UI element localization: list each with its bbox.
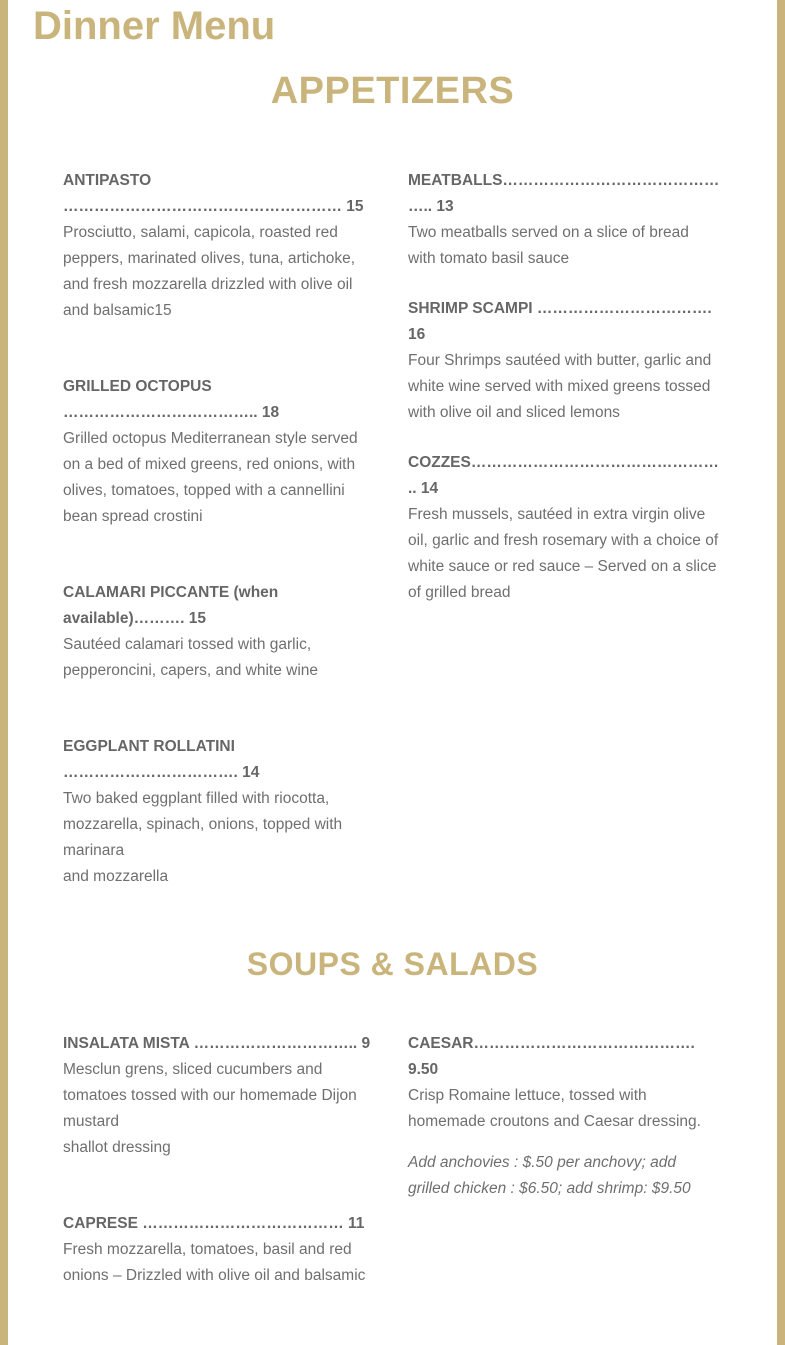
menu-item-eggplant-rollatini [63,734,375,890]
menu-page [8,0,777,1345]
menu-item-grilled-octopus [63,374,375,530]
item-description: Two baked eggplant filled with riocotta, mozzarella, spinach, onions, topped with marinara and mozzarella [63,790,343,885]
page-title: Dinner Menu [33,4,276,48]
item-description: Two meatballs served on a slice of bread with tomato basil sauce [408,224,689,267]
item-description: Mesclun grens, sliced cucumbers and tomatoes tossed with our homemade Dijon mustard shallot dressing [63,1061,357,1156]
item-description: Prosciutto, salami, capicola, roasted red peppers, marinated olives, tuna, artichoke, and fresh mozzarella drizzled with olive oil and balsamic15 [63,224,356,319]
item-title: CAESAR……………………………………. 9.50 [408,1035,695,1078]
item-description: Crisp Romaine lettuce, tossed with homemade croutons and Caesar dressing. [408,1087,701,1130]
menu-item-shrimp-scampi [408,296,720,426]
item-addons-note: Add anchovies : $.50 per anchovy; add grilled chicken : $6.50; add shrimp: $9.50 [408,1154,691,1197]
menu-item-caprese [63,1211,375,1289]
item-title: CAPRESE ………………………………… 11 [63,1215,365,1232]
item-title: EGGPLANT ROLLATINI ……………………………. 14 [63,738,260,781]
menu-item-meatballs [408,168,720,272]
item-description: Fresh mussels, sautéed in extra virgin olive oil, garlic and fresh rosemary with a choice of white sauce or red sauce – Served on a slice of grilled bread [408,506,719,601]
item-title: CALAMARI PICCANTE (when available)………. 15 [63,584,279,627]
menu-item-insalata-mista [63,1031,375,1161]
item-description: Four Shrimps sautéed with butter, garlic and white wine served with mixed greens tossed with olive oil and sliced lemons [408,352,712,421]
menu-item-caesar [408,1031,720,1202]
menu-item-calamari-piccante [63,580,333,684]
item-title: SHRIMP SCAMPI ……………………………. 16 [408,300,712,343]
item-description: Sautéed calamari tossed with garlic, pepperoncini, capers, and white wine [63,636,319,679]
item-description: Grilled octopus Mediterranean style served on a bed of mixed greens, red onions, with olives, tomatoes, topped with a cannellini bean spread crostini [63,430,358,525]
appetizers-heading: APPETIZERS [270,70,515,112]
item-title: COZZES………………………………………….. 14 [408,454,719,497]
item-title: INSALATA MISTA ………………………….. 9 [63,1035,371,1052]
soups-salads-heading: SOUPS & SALADS [246,946,539,982]
item-title: ANTIPASTO ……………………………………………… 15 [63,172,364,215]
item-title: MEATBALLS……………………………………….. 13 [408,172,720,215]
menu-item-antipasto [63,168,375,324]
item-title: GRILLED OCTOPUS ……………………………….. 18 [63,378,280,421]
item-description: Fresh mozzarella, tomatoes, basil and red onions – Drizzled with olive oil and balsamic [63,1241,366,1284]
menu-item-cozzes [408,450,720,606]
